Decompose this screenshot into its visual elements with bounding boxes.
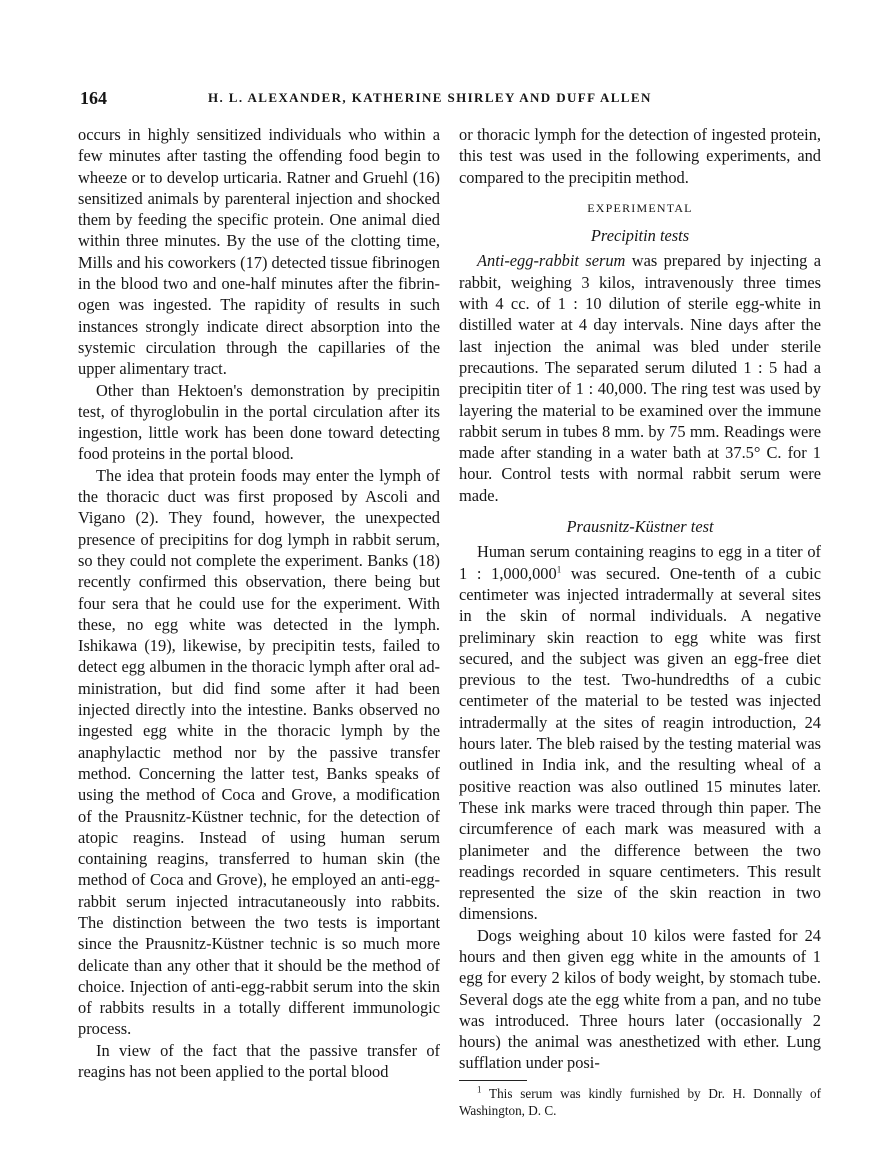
footnote-divider: [459, 1080, 527, 1081]
paragraph: or thoracic lymph for the detection of ingested protein, this test was used in the following experiments, and compared to the precipitin method.: [459, 125, 821, 187]
paragraph-text: was prepared by injecting a rabbit, weighing 3 kilos, intravenously three times with 4 cc. of 1 : 10 dilution of sterile egg-white in distilled water at 4 day intervals. Nine days after the last injection the animal was bled under sterile precautions. The separated serum diluted 1 : 5 had a precipitin titer of 1 : 40,000. The ring test was used by layering the material to be examined over the immune rabbit serum in tubes 8 mm. by 75 mm. Readings were made after standing in a water bath at 37.5° C. for 1 hour. Control tests with normal rabbit serum were made.: [459, 251, 821, 505]
paragraph: Dogs weighing about 10 kilos were fasted for 24 hours and then given egg white in the amounts of 1 egg for every 2 kilos of body weight, by stomach tube. Several dogs ate the egg white from a pan, and no tube was introduced. Three hours later (occasionally 2 hours) the animal was anesthetized with ether. Lung sufflation under posi-: [459, 925, 821, 1073]
paragraph-text: Human serum containing reagins to egg in a titer of 1 : 1,000,000: [459, 542, 821, 583]
paragraph: occurs in highly sensitized individuals who within a few minutes after tasting the offending food begin to wheeze or to develop urticaria. Ratner and Gruehl (16) sensitized animals by parenteral injection and shocked them by feeding the specific protein. One animal died within three minutes. By the use of the clotting time, Mills and his coworkers (17) detected tissue fibrinogen in the blood two and one-half minutes after the fibrinogen was ingested. The rapidity of results in such instances strongly indicate direct absorption into the systemic circulation through the capillaries of the upper alimentary tract.: [78, 125, 440, 379]
paragraph: The idea that protein foods may enter the lymph of the thoracic duct was first proposed by Ascoli and Vigano (2). They found, however, the unexpected presence of precipitins for dog lymph in rabbit serum, so they could not complete the experiment. Banks (18) recently confirmed this observation, there being but four sera that he could use for the experiment. With these, no egg white was detected in the lymph. Ishikawa (19), likewise, by precipitin tests, failed to detect egg albumen in the thoracic lymph after oral administration, but did find some after it had been injected directly into the intestine. Banks observed no ingested egg white in the thoracic lymph by the anaphylactic method nor by the passive transfer method. Concerning the latter test, Banks speaks of using the method of Coca and Grove, a modification of the Prausnitz-Küstner technic, for the detection of atopic reagins. Instead of using human serum containing reagins, transferred to human skin (the method of Coca and Grove), he employed an anti-egg-rabbit serum injected intracutaneously into rabbits. The distinction between the two tests is important since the Prausnitz-Küstner technic is so much more delicate than any other that it should be the method of choice. Injection of anti-egg-rabbit serum into the skin of rabbits results in a totally different immunologic process.: [78, 465, 440, 1039]
left-column: [78, 124, 440, 1082]
footnote-text: This serum was kindly furnished by Dr. H. Donnally of Washington, D. C.: [459, 1085, 821, 1118]
paragraph-text: was secured. One-tenth of a cubic centimeter was injected intradermally at several sites in the skin of normal individuals. A negative preliminary skin reaction to egg white was first secured, and the subject was given an egg-free diet previous to the test. Two-hundredths of a cubic centimeter of the material to be tested was injected intradermally at the sites of reagin introduction, 24 hours later. The bleb raised by the testing material was outlined in India ink, and the resulting wheal of a positive reaction was also outlined 15 minutes later. These ink marks were traced through thin paper. The circumference of each mark was measured with a planimeter and the difference between the two readings recorded in square centimeters. This result represented the size of the skin reaction in two dimensions.: [459, 563, 821, 924]
footnote-reference: 1: [556, 564, 562, 575]
paragraph: Other than Hektoen's demonstration by precipitin test, of thyroglobulin in the portal circulation after its ingestion, little work has been done toward detecting food proteins in the portal blood.: [78, 380, 440, 464]
section-heading: EXPERIMENTAL: [587, 200, 693, 215]
right-column: [459, 124, 821, 1119]
run-in-heading: Anti-egg-rabbit serum: [477, 251, 626, 271]
footnote: [459, 1085, 821, 1119]
paragraph: In view of the fact that the passive transfer of reagins has not been applied to the portal blood: [78, 1040, 440, 1082]
page-number: 164: [80, 88, 107, 108]
subsection-heading: Precipitin tests: [590, 226, 690, 246]
footnote-marker: 1: [477, 1084, 482, 1095]
page-header: [80, 88, 820, 112]
subsection-heading: Prausnitz-Küstner test: [566, 517, 714, 537]
running-head: H. L. ALEXANDER, KATHERINE SHIRLEY AND DUFF ALLEN: [208, 90, 652, 105]
paragraph: [459, 250, 821, 506]
paragraph: [459, 541, 821, 924]
